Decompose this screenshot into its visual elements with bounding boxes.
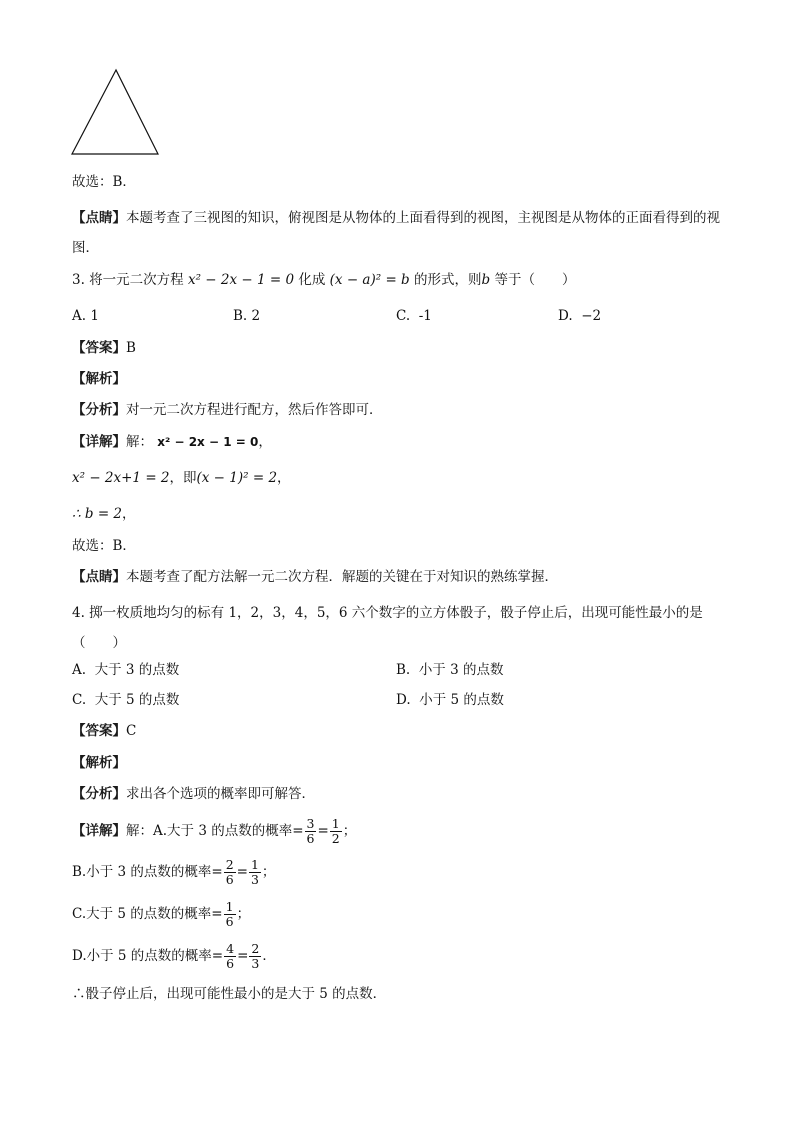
q4-stem: 4. 掷一枚质地均匀的标有 1，2，3，4，5，6 六个数字的立方体骰子，骰子停止后，出现可能性最小的是（ ） <box>72 605 703 651</box>
q4-detail-b: B.小于 3 的点数的概率= $\frac{2}{6}$ = $\frac{1}{3}$ ； <box>72 857 276 887</box>
comment-tag: 【点睛】 <box>72 210 126 226</box>
q3-stem-mid: 化成 <box>298 272 326 288</box>
q3-conclusion: 故选：B． <box>72 538 136 554</box>
fraction: $\frac{4}{6}$ <box>226 941 235 971</box>
fenxi-tag: 【分析】 <box>72 402 126 418</box>
q3-stem-equation: x² − 2x − 1 = 0 <box>187 272 295 288</box>
triangle-figure <box>70 68 162 158</box>
q4-option-a: A. 大于 3 的点数 <box>72 662 180 678</box>
q4-detail-d: D.小于 5 的点数的概率= $\frac{4}{6}$ = $\frac{2}{3}$ ． <box>72 941 276 971</box>
q2-comment <box>72 203 722 263</box>
q3-option-b: B. 2 <box>233 308 261 324</box>
detail-equation: x² − 2x − 1 = 0 <box>157 435 259 449</box>
fraction: $\frac{1}{2}$ <box>331 816 340 846</box>
q3-stem-mid2: 的形式，则 <box>414 272 482 288</box>
q4-detail-c: C.大于 5 的点数的概率= $\frac{1}{6}$ ； <box>72 899 251 929</box>
q3-answer <box>72 338 136 358</box>
triangle-outline <box>72 70 158 154</box>
q4-detail-a: 【详解】解：A.大于 3 的点数的概率= $\frac{3}{6}$ = $\frac{1}{2}$ ； <box>72 816 357 846</box>
answer-tag: 【答案】 <box>72 340 126 356</box>
q3-fenxi <box>72 400 383 420</box>
q3-option-c: C. -1 <box>396 308 432 324</box>
q3-step1: x² − 2x+1 = 2，即(x − 1)² = 2， <box>72 470 291 486</box>
q3-comment: 【点睛】本题考查了配方法解一元二次方程．解题的关键在于对知识的熟练掌握． <box>72 569 558 585</box>
q3-option-a: A. 1 <box>72 308 99 324</box>
fraction: $\frac{1}{3}$ <box>250 857 259 887</box>
comment-text: 本题考查了三视图的知识，俯视图是从物体的上面看得到的视图，主视图是从物体的正面看得到的视图． <box>72 210 720 256</box>
fraction: $\frac{1}{6}$ <box>225 899 234 929</box>
answer-value: B <box>126 340 136 356</box>
q3-stem-form: (x − a)² = b <box>329 272 410 288</box>
q3-stem-suffix: 等于（ ） <box>494 272 576 288</box>
fraction: $\frac{3}{6}$ <box>306 816 315 846</box>
q4-fenxi: 【分析】求出各个选项的概率即可解答． <box>72 786 315 802</box>
q3-stem-var: b <box>481 272 491 288</box>
q4-option-d: D. 小于 5 的点数 <box>396 692 504 708</box>
q3-analysis-tag: 【解析】 <box>72 371 126 387</box>
detail-tag: 【详解】 <box>72 434 126 450</box>
q3-stem-prefix: 3. 将一元二次方程 <box>72 272 184 288</box>
q3-stem <box>72 270 575 290</box>
q3-option-d: D. −2 <box>558 308 602 324</box>
fenxi-text: 对一元二次方程进行配方，然后作答即可． <box>126 402 383 418</box>
q3-detail: 【详解】解： x² − 2x − 1 = 0， <box>72 434 272 450</box>
q2-conclusion: 故选：B． <box>72 174 136 190</box>
fraction: $\frac{2}{6}$ <box>225 857 234 887</box>
q4-answer: 【答案】C <box>72 723 137 739</box>
q3-step2: ∴ b = 2， <box>72 506 136 522</box>
fraction: $\frac{2}{3}$ <box>251 941 260 971</box>
q4-analysis-tag: 【解析】 <box>72 755 126 771</box>
q4-option-c: C. 大于 5 的点数 <box>72 692 180 708</box>
q4-option-b: B. 小于 3 的点数 <box>396 662 504 678</box>
q4-conclusion: ∴骰子停止后，出现可能性最小的是大于 5 的点数． <box>72 986 387 1002</box>
